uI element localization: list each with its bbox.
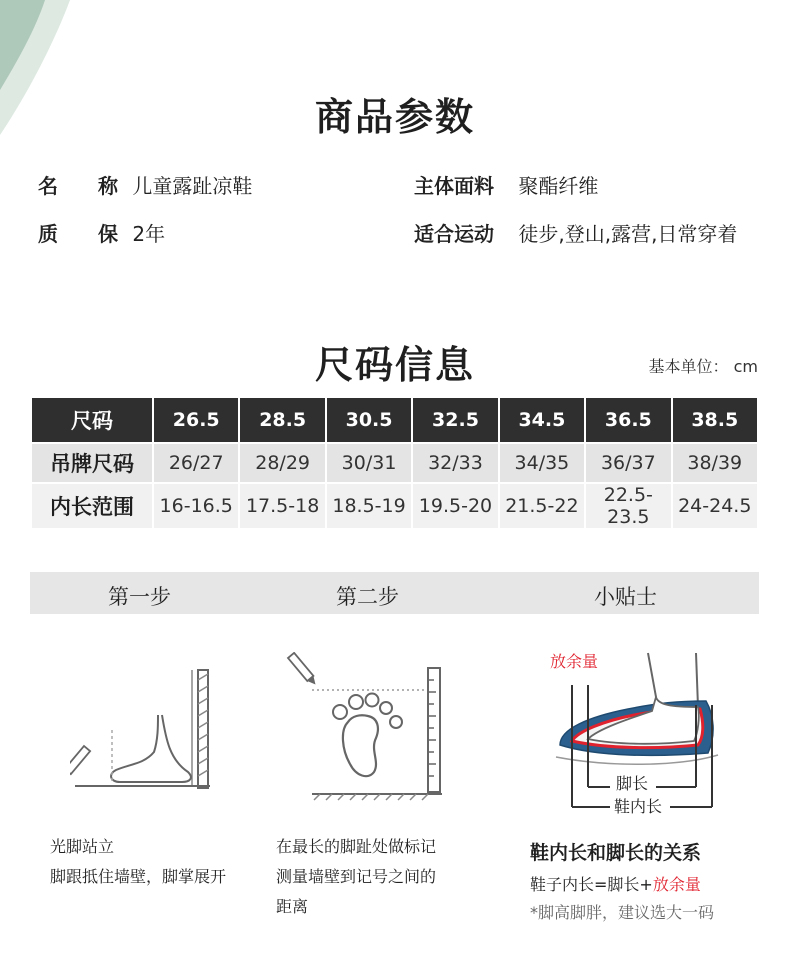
params-title: 商品参数 bbox=[314, 95, 475, 139]
table-row bbox=[31, 443, 758, 483]
size-title: 尺码信息 bbox=[314, 343, 475, 387]
step1-line: 光脚站立 bbox=[50, 837, 115, 856]
size-header-cell: 36.5 bbox=[585, 397, 671, 443]
table-cell: 22.5-23.5 bbox=[585, 483, 671, 529]
shoe-measurement-icon bbox=[548, 645, 728, 820]
param-row-activity bbox=[414, 218, 737, 247]
step1-line: 脚跟抵住墙壁，脚掌展开 bbox=[50, 867, 227, 886]
table-cell: 36/37 bbox=[585, 443, 671, 483]
step2-line: 在最长的脚趾处做标记 bbox=[276, 837, 437, 856]
tip-subtitle: 鞋内长和脚长的关系 bbox=[530, 842, 702, 864]
table-cell: 17.5-18 bbox=[239, 483, 325, 529]
table-cell: 18.5-19 bbox=[326, 483, 412, 529]
size-table-header-row bbox=[31, 397, 758, 443]
param-value-activity: 徒步,登山,露营,日常穿着 bbox=[518, 222, 738, 246]
step2-line: 测量墙壁到记号之间的 bbox=[276, 867, 437, 886]
param-label-warranty: 质 保 bbox=[38, 222, 118, 246]
param-value-material: 聚酯纤维 bbox=[518, 174, 599, 198]
param-row-warranty bbox=[38, 218, 165, 247]
size-header-cell: 28.5 bbox=[239, 397, 325, 443]
tip-formula bbox=[530, 872, 701, 895]
table-row bbox=[31, 483, 758, 529]
tip-title: 小贴士 bbox=[594, 585, 657, 609]
table-cell: 32/33 bbox=[412, 443, 498, 483]
size-header-cell: 34.5 bbox=[499, 397, 585, 443]
tip-note: *脚高脚胖，建议选大一码 bbox=[530, 903, 715, 922]
param-label-activity: 适合运动 bbox=[414, 222, 494, 246]
footprint-ruler-icon bbox=[282, 652, 452, 802]
param-label-name: 名 称 bbox=[38, 174, 118, 198]
step2-title: 第二步 bbox=[336, 585, 399, 609]
param-row-name bbox=[38, 170, 252, 199]
table-cell: 21.5-22 bbox=[499, 483, 585, 529]
size-header-cell: 30.5 bbox=[326, 397, 412, 443]
table-cell: 38/39 bbox=[672, 443, 758, 483]
foot-against-wall-icon bbox=[70, 660, 220, 795]
tip-formula-red: 放余量 bbox=[652, 875, 701, 894]
table-cell: 16-16.5 bbox=[153, 483, 239, 529]
foot-length-label: 脚长 bbox=[616, 774, 649, 793]
table-cell: 19.5-20 bbox=[412, 483, 498, 529]
table-cell: 30/31 bbox=[326, 443, 412, 483]
step1-caption bbox=[50, 832, 226, 892]
size-header-cell: 尺码 bbox=[31, 397, 153, 443]
step2-caption bbox=[276, 832, 436, 922]
param-value-name: 儿童露趾凉鞋 bbox=[132, 174, 253, 198]
tip-formula-prefix: 鞋子内长=脚长+ bbox=[530, 875, 653, 894]
margin-label: 放余量 bbox=[550, 652, 599, 671]
table-cell: 24-24.5 bbox=[672, 483, 758, 529]
size-header-cell: 38.5 bbox=[672, 397, 758, 443]
size-table bbox=[30, 396, 759, 530]
param-label-material: 主体面料 bbox=[414, 174, 494, 198]
inner-length-label: 鞋内长 bbox=[614, 797, 663, 816]
param-value-warranty: 2年 bbox=[132, 222, 166, 246]
size-header-cell: 26.5 bbox=[153, 397, 239, 443]
table-cell: 34/35 bbox=[499, 443, 585, 483]
table-cell: 28/29 bbox=[239, 443, 325, 483]
size-header-cell: 32.5 bbox=[412, 397, 498, 443]
step2-line: 距离 bbox=[276, 897, 309, 916]
table-cell: 内长范围 bbox=[31, 483, 153, 529]
table-cell: 26/27 bbox=[153, 443, 239, 483]
table-cell: 吊牌尺码 bbox=[31, 443, 153, 483]
param-row-material bbox=[414, 170, 598, 199]
step1-title: 第一步 bbox=[108, 585, 171, 609]
unit-note: 基本单位： cm bbox=[648, 357, 758, 376]
